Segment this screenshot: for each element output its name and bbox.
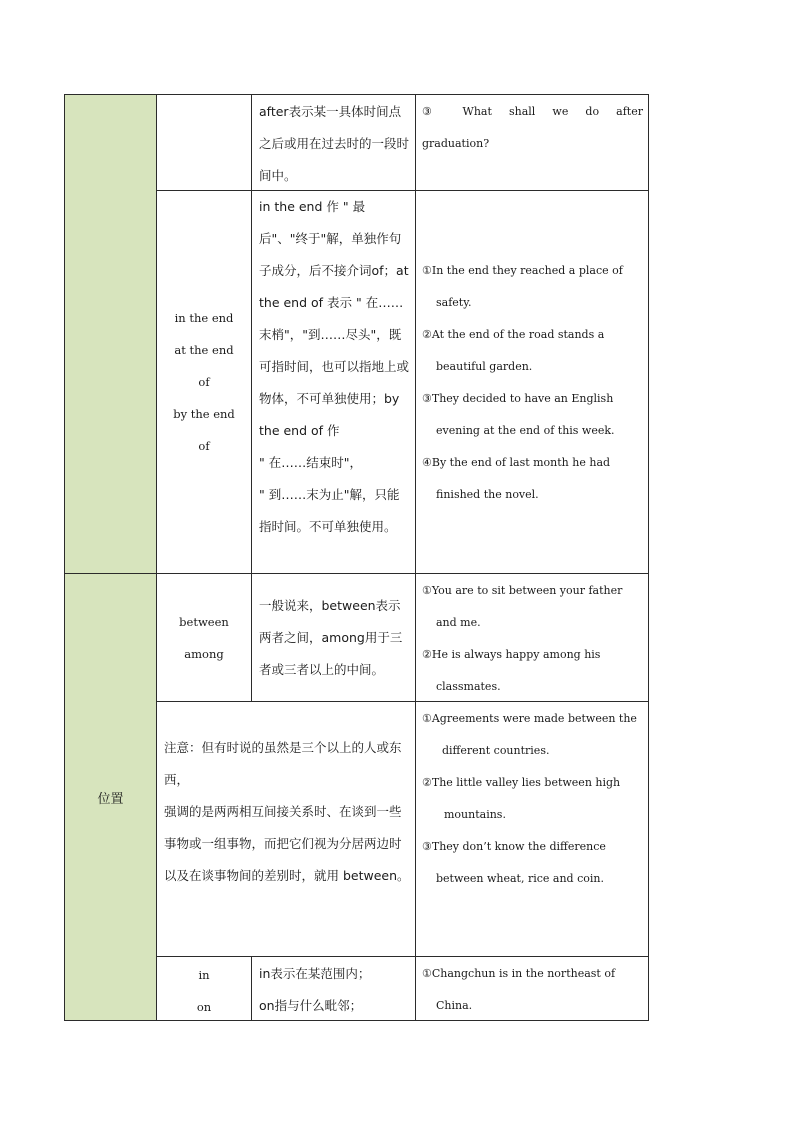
example-sentence-cont: different countries. xyxy=(442,744,550,757)
word-label: by the end xyxy=(173,407,235,421)
example-sentence-cont: mountains. xyxy=(444,808,506,821)
word-label: among xyxy=(184,646,224,661)
word-cell-between-among xyxy=(156,573,252,702)
grammar-table xyxy=(64,94,649,1021)
word-label: at the end xyxy=(174,343,234,357)
category-label: 位置 xyxy=(97,791,124,807)
example-sentence: ②At the end of the road stands a beautiful garden. xyxy=(422,327,605,373)
explanation-cell-end xyxy=(251,190,416,574)
example-cell-in-on xyxy=(415,956,649,1021)
word-cell-in-on xyxy=(156,956,252,1021)
example-cell-after xyxy=(415,94,649,191)
example-sentence: ①Agreements were made between the xyxy=(422,712,637,725)
example-cell-end xyxy=(415,190,649,574)
explanation-cell-after xyxy=(251,94,416,191)
explanation-text: on指与什么毗邻； xyxy=(259,998,363,1013)
word-cell-end xyxy=(156,190,252,574)
note-text: 强调的是两两相互间接关系时、在谈到一些事物或一组事物，而把它们视为分居两边时以及在谈事物间的差别时，就用 between。 xyxy=(164,804,410,883)
example-sentence: ①You are to sit between your father and me. xyxy=(422,584,623,629)
note-cell xyxy=(156,701,416,957)
explanation-text: after表示某一具体时间点之后或用在过去时的一段时间中。 xyxy=(259,104,410,183)
example-sentence: ②He is always happy among his classmates. xyxy=(422,648,601,693)
example-cell-note xyxy=(415,701,649,957)
explanation-cell-between-among xyxy=(251,573,416,702)
example-sentence: ④By the end of last month he had finished the novel. xyxy=(422,455,611,501)
explanation-text: in表示在某范围内； xyxy=(259,966,371,981)
example-sentence: ①Changchun is in the northeast of China. xyxy=(422,967,616,1012)
example-sentence: ②The little valley lies between high xyxy=(422,776,621,789)
example-cell-between-among xyxy=(415,573,649,702)
explanation-cell-in-on xyxy=(251,956,416,1021)
explanation-text: " 在……结束时"， xyxy=(259,455,362,470)
category-cell-time xyxy=(64,94,157,574)
word-label: between xyxy=(179,614,229,629)
example-sentence: ③They don’t know the difference between wheat, rice and coin. xyxy=(422,840,606,885)
word-label: of xyxy=(198,439,210,453)
explanation-text: in the end 作 " 最后"、"终于"解，单独作句子成分，后不接介词of；at the end of 表示 " 在……末梢"，"到……尽头"，既可指时间，也可以指地上或物体，不可单独使用；by the end of 作 xyxy=(259,199,410,438)
word-label: on xyxy=(196,1000,212,1014)
example-sentence: ③They decided to have an English evening at the end of this week. xyxy=(422,391,615,437)
example-sentence: ①In the end they reached a place of safety. xyxy=(422,263,623,309)
word-label: of xyxy=(198,375,210,389)
note-text: 注意：但有时说的虽然是三个以上的人或东西， xyxy=(164,740,402,787)
example-sentence: ③ What shall we do after xyxy=(422,105,643,118)
explanation-text: " 到……末为止"解，只能指时间。不可单独使用。 xyxy=(259,487,400,534)
category-cell-position xyxy=(64,573,157,1021)
explanation-text: 一般说来，between表示两者之间，among用于三者或三者以上的中间。 xyxy=(259,598,403,677)
word-cell-after xyxy=(156,94,252,191)
example-sentence-cont: graduation? xyxy=(422,137,490,150)
word-label: in xyxy=(198,968,210,982)
word-label: in the end xyxy=(174,311,234,325)
